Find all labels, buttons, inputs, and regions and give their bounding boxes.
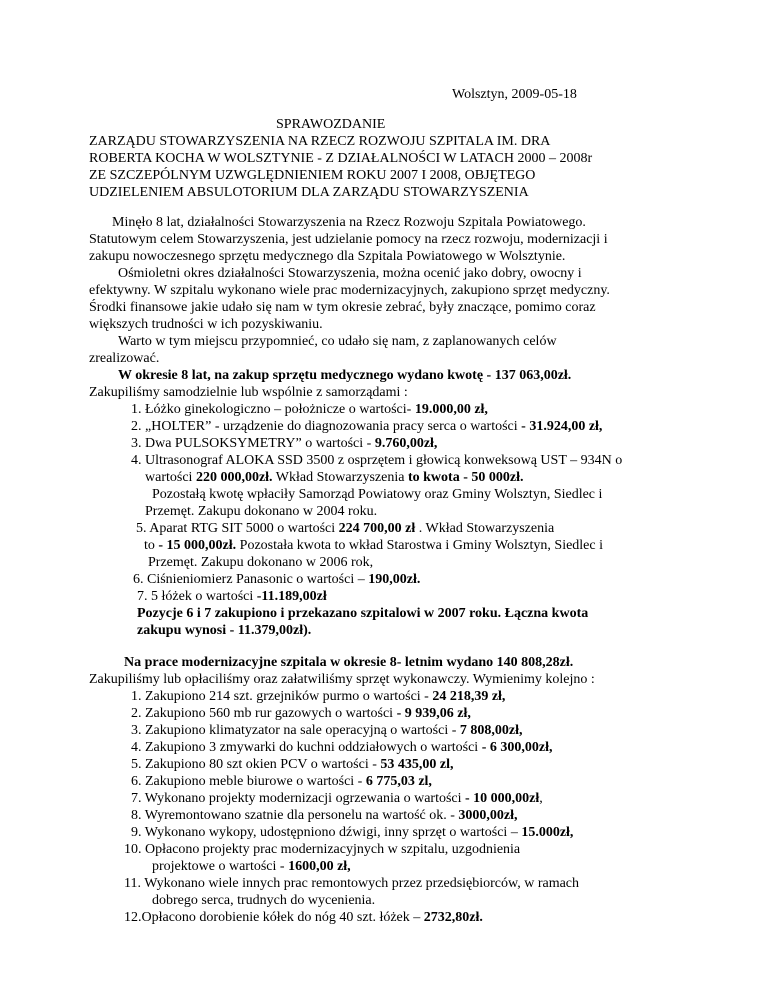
item-amount: 3000,00zł, xyxy=(458,808,518,823)
modernization-item-11-cont: dobrego serca, trudnych do wycenienia. xyxy=(152,893,376,908)
item-amount: 224 700,00 zł xyxy=(338,521,416,536)
item-text: 7. 5 łóżek o wartości xyxy=(137,589,257,604)
item-amount: -11.189,00zł xyxy=(256,589,327,604)
item-text: 3. Dwa PULSOKSYMETRY” o wartości - xyxy=(131,436,375,451)
item-amount: - 6 300,00zł, xyxy=(481,740,553,755)
report-subtitle-line: UDZIELENIEM ABSULOTORIUM DLA ZARZĄDU STOWARZYSZENIA xyxy=(89,185,529,200)
modernization-item-11: 11. Wykonano wiele innych prac remontowych przez przedsiębiorców, w ramach xyxy=(124,876,580,891)
item-amount: - 10 000,00zł xyxy=(465,791,540,806)
item-text: 7. Wykonano projekty modernizacji ogrzewania o wartości xyxy=(131,791,466,806)
equipment-item-6 xyxy=(133,571,420,588)
item-amount: - 15 000,00zł. xyxy=(158,538,237,553)
item-text: 6. Zakupiono meble biurowe o wartości - xyxy=(131,774,366,789)
item-text: 2. „HOLTER” - urządzenie do diagnozowania pracy serca o wartości xyxy=(131,419,522,434)
modernization-item-10: 10. Opłacono projekty prac modernizacyjnych w szpitalu, uzgodnienia xyxy=(124,842,521,857)
equipment-item-4: 4. Ultrasonograf ALOKA SSD 3500 z osprzętem i głowicą konweksową UST – 934N o xyxy=(131,453,623,468)
item-amount: to kwota - 50 000zł. xyxy=(407,470,524,485)
item-text: projektowe o wartości - xyxy=(152,859,289,874)
equipment-item-4-cont: Pozostałą kwotę wpłaciły Samorząd Powiatowy oraz Gminy Wolsztyn, Siedlec i xyxy=(152,487,603,502)
modernization-lead: Zakupiliśmy lub opłaciliśmy oraz załatwiliśmy sprzęt wykonawczy. Wymienimy kolejno : xyxy=(89,672,595,687)
modernization-item-6 xyxy=(131,773,432,790)
item-amount: 1600,00 zł, xyxy=(288,859,351,874)
equipment-item-3 xyxy=(131,435,437,452)
report-subtitle-line: ZE SZCZEPÓLNYM UZWGLĘDNIENIEM ROKU 2007 I 2008, OBJĘTEGO xyxy=(89,168,536,183)
modernization-item-9 xyxy=(131,824,573,841)
item-text: 12.Opłacono dorobienie kółek do nóg 40 szt. łóżek – xyxy=(124,910,424,925)
item-text: 6. Ciśnieniomierz Panasonic o wartości – xyxy=(133,572,369,587)
item-text: to xyxy=(144,538,159,553)
place-date: Wolsztyn, 2009-05-18 xyxy=(452,87,577,102)
item-amount: - 31.924,00 zł, xyxy=(521,419,603,434)
item-amount: 2732,80zł. xyxy=(423,910,483,925)
item-amount: 15.000zł, xyxy=(521,825,574,840)
item-amount: 24 218,39 zł, xyxy=(432,689,506,704)
item-amount: 220 000,00zł. xyxy=(195,470,273,485)
item-text: 3. Zakupiono klimatyzator na sale operacyjną o wartości - xyxy=(131,723,460,738)
modernization-item-5 xyxy=(131,756,454,773)
equipment-item-4-cont xyxy=(145,469,523,486)
item-text: 5. Zakupiono 80 szt okien PCV o wartości - xyxy=(131,757,381,772)
intro-line: zakupu nowoczesnego sprzętu medycznego dla Szpitala Powiatowego w Wolsztynie. xyxy=(89,249,566,264)
equipment-item-4-cont: Przemęt. Zakupu dokonano w 2004 roku. xyxy=(145,504,378,519)
item-amount: - 9 939,06 zł, xyxy=(396,706,471,721)
item-text: wartości xyxy=(145,470,196,485)
item-amount: 190,00zł. xyxy=(368,572,421,587)
equipment-lead: Zakupiliśmy samodzielnie lub wspólnie z samorządami : xyxy=(89,385,408,400)
intro-line: zrealizować. xyxy=(89,351,160,366)
item-text: 9. Wykonano wykopy, udostępniono dźwigi, inny sprzęt o wartości – xyxy=(131,825,522,840)
item-amount: 53 435,00 zl, xyxy=(380,757,454,772)
equipment-item-5-cont xyxy=(144,537,603,554)
item-text: 1. Łóżko ginekologiczno – położnicze o wartości- xyxy=(131,402,415,417)
intro-line: Minęło 8 lat, działalności Stowarzyszenia na Rzecz Rozwoju Szpitala Powiatowego. xyxy=(112,215,586,230)
modernization-item-12 xyxy=(124,909,483,926)
equipment-item-7 xyxy=(137,588,327,605)
intro-line: Środki finansowe jakie udało się nam w tym okresie zebrać, były znaczące, pomimo coraz xyxy=(89,300,596,315)
intro-line: Warto w tym miejscu przypomnieć, co udało się nam, z zaplanowanych celów xyxy=(118,334,557,349)
item-text: 4. Zakupiono 3 zmywarki do kuchni oddziałowych o wartości xyxy=(131,740,482,755)
modernization-item-10-cont xyxy=(152,858,351,875)
item-text: 5. Aparat RTG SIT 5000 o wartości xyxy=(136,521,339,536)
report-subtitle-line: ROBERTA KOCHA W WOLSZTYNIE - Z DZIAŁALNOŚCI W LATACH 2000 – 2008r xyxy=(89,151,593,166)
item-text: 8. Wyremontowano szatnie dla personelu na wartość ok. - xyxy=(131,808,459,823)
modernization-item-8 xyxy=(131,807,518,824)
equipment-item-5-cont: Przemęt. Zakupu dokonano w 2006 rok, xyxy=(148,555,374,570)
item-amount: 7 808,00zł, xyxy=(459,723,523,738)
report-title: SPRAWOZDANIE xyxy=(276,117,386,132)
intro-line: Statutowym celem Stowarzyszenia, jest udzielanie pomocy na rzecz rozwoju, modernizacji i xyxy=(89,232,608,247)
equipment-summary: zakupu wynosi - 11.379,00zł). xyxy=(137,623,312,638)
equipment-heading: W okresie 8 lat, na zakup sprzętu medycznego wydano kwotę - 137 063,00zł. xyxy=(118,368,572,383)
equipment-item-1 xyxy=(131,401,488,418)
modernization-heading: Na prace modernizacyjne szpitala w okresie 8- letnim wydano 140 808,28zł. xyxy=(124,655,574,670)
modernization-item-2 xyxy=(131,705,471,722)
modernization-item-7 xyxy=(131,790,543,807)
item-text: 2. Zakupiono 560 mb rur gazowych o wartości xyxy=(131,706,397,721)
item-amount: 6 775,03 zl, xyxy=(365,774,432,789)
item-text: Pozostała kwota to wkład Starostwa i Gminy Wolsztyn, Siedlec i xyxy=(236,538,603,553)
item-amount: 9.760,00zł, xyxy=(374,436,438,451)
equipment-summary: Pozycje 6 i 7 zakupiono i przekazano szpitalowi w 2007 roku. Łączna kwota xyxy=(137,606,589,621)
modernization-item-1 xyxy=(131,688,505,705)
intro-line: Ośmioletni okres działalności Stowarzyszenia, można ocenić jako dobry, owocny i xyxy=(118,266,582,281)
item-amount: 19.000,00 zł, xyxy=(414,402,488,417)
modernization-item-4 xyxy=(131,739,552,756)
item-text: . Wkład Stowarzyszenia xyxy=(415,521,555,536)
intro-line: efektywny. W szpitalu wykonano wiele prac modernizacyjnych, zakupiono sprzęt medyczny. xyxy=(89,283,610,298)
item-text: , xyxy=(539,791,543,806)
item-text: Wkład Stowarzyszenia xyxy=(272,470,408,485)
equipment-item-5 xyxy=(136,520,554,537)
report-subtitle-line: ZARZĄDU STOWARZYSZENIA NA RZECZ ROZWOJU SZPITALA IM. DRA xyxy=(89,134,551,149)
intro-line: większych trudności w ich pozyskiwaniu. xyxy=(89,317,323,332)
item-text: 1. Zakupiono 214 szt. grzejników purmo o wartości - xyxy=(131,689,433,704)
modernization-item-3 xyxy=(131,722,523,739)
equipment-item-2 xyxy=(131,418,602,435)
